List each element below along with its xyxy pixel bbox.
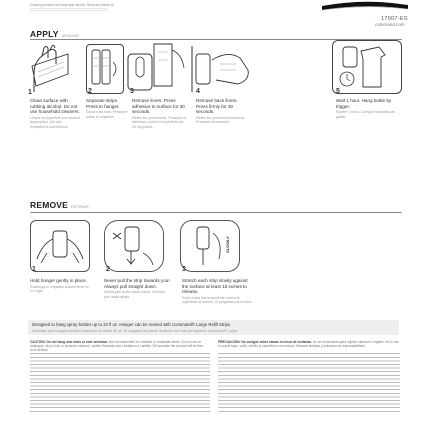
remove-step2-illustration [104, 220, 164, 272]
remove-step1-text [30, 278, 92, 293]
fine-col2-body: No se recomienda para objetos valiosos o frágiles. No lo use en papel tapiz, vinilo, ladrillo ni superficies con textura. Garantía limitada y limitación de responsabilidad. [218, 340, 399, 348]
remove-step3-es: Estire cada tira lentamente contra la superficie al menos 15 pulgadas para soltar. [182, 295, 253, 305]
apply-step5-en: Wait 1 hour. Hang bottle by trigger. [336, 98, 392, 109]
remove-subtitle: RETIRAR [71, 204, 89, 209]
apply-step1-es: Limpie la superficie con alcohol isopropílico. No use limpiadores domésticos. [30, 115, 80, 129]
notice-text: Designed to hang spray bottles up to 32 fl oz. Hanger can be reused with Command® Large Refill Strips. [32, 322, 232, 327]
remove-step3-illustration [180, 220, 240, 272]
remove-step2-en: Never pull the strip towards you! Always pull straight down. [104, 278, 170, 289]
hold-hanger-icon [33, 223, 87, 269]
remove-step1-illustration [30, 220, 90, 272]
apply-step4-illustration [190, 40, 254, 92]
apply-step1-en: Clean surface with rubbing alcohol. Do not use household cleaners. [30, 98, 80, 115]
remove-step3-text [182, 278, 254, 305]
apply-step3-es: Retire los protectores. Presione el adhesivo contra la superficie por 30 segundos. [132, 115, 187, 129]
slowly-label: SLOWLY [225, 236, 230, 253]
product-code: 17007-ES [381, 16, 408, 22]
apply-step5-illustration [332, 40, 402, 94]
fine-print-col1 [30, 340, 210, 352]
wipe-hand-icon [30, 44, 72, 98]
remove-step1-number: 1 [32, 266, 36, 273]
apply-step5-text [336, 98, 398, 119]
apply-step4-text [196, 98, 250, 125]
apply-heading [30, 29, 79, 39]
fine-col1-title: CAUTION: Do not hang over beds or near windows. [30, 340, 108, 344]
apply-step4-en: Remove back liners. Press firmly for 30 seconds. [196, 98, 238, 115]
remove-step3-number: 3 [182, 266, 186, 273]
remove-title: REMOVE [30, 200, 69, 210]
website-text[interactable]: command.com [375, 22, 405, 27]
apply-step1-number: 1 [28, 89, 32, 96]
apply-step2-text [86, 98, 130, 119]
apply-step3-number: 3 [130, 88, 134, 95]
fine-col2-lines [218, 352, 400, 414]
fine-col1-body: Not recommended for valuable or breakable items. Do not use on wallpaper, vinyl, brick or textured surfaces. Limited Warranty and Limitation of Liability: 3M warrants the product will be free from defects. [30, 340, 203, 352]
apply-step5-es: Espere 1 hora. Cuelgue la botella del gatillo. [336, 110, 396, 119]
apply-step2-en: Separate strips. Press to hanger. [86, 98, 120, 109]
apply-step1-text [30, 98, 80, 129]
apply-step2-illustration [86, 44, 124, 94]
remove-step1-en: Hold hanger gently in place. [30, 278, 87, 283]
apply-step3-text [132, 98, 188, 129]
remove-step2-text [104, 278, 170, 299]
remove-step2-es: Nunca jale la tira hacia usted. Siempre jale hacia abajo. [104, 290, 166, 299]
apply-step3-en: Remove liners. Press adhesive to surface for 30 seconds. [132, 98, 185, 115]
remove-heading [30, 200, 89, 210]
press-wall-icon [190, 40, 256, 94]
notice-translation: Diseñado para colgar botellas rociadoras de hasta 32 oz. El colgador se puede reutilizar con tiras de repuesto Command® Large. [32, 329, 239, 333]
strips-icon [89, 48, 121, 90]
apply-subtitle: APLICAR [61, 33, 79, 38]
apply-step5-number: 5 [336, 88, 340, 95]
pull-down-icon [107, 223, 161, 269]
hanger-liner-icon [124, 40, 190, 94]
notice-band [28, 320, 399, 335]
apply-step2-es: Separe las tiras. Presione sobre el colgador. [86, 110, 128, 119]
remove-rule [30, 212, 402, 213]
apply-step1-illustration [30, 44, 70, 96]
header-note-lines [30, 7, 108, 13]
fine-col2-title: PRECAUCIÓN: No cuelgue sobre camas ni cerca de ventanas. [218, 340, 313, 344]
apply-step4-number: 4 [196, 88, 200, 95]
apply-step2-number: 2 [88, 88, 92, 95]
remove-step2-number: 2 [106, 266, 110, 273]
fine-print-col2 [218, 340, 400, 348]
header-note: Cleaning surface with isopropyl alcohol. Read and follow all [30, 3, 114, 7]
apply-step4-es: Retire los protectores traseros. Presione firmemente. [196, 115, 246, 125]
bottle-hang-icon [333, 41, 401, 93]
apply-title: APPLY [30, 29, 59, 39]
apply-step3-illustration [124, 40, 188, 92]
remove-step1-es: Sostenga el colgador suavemente en su lugar. [30, 284, 90, 293]
fine-col1-lines [30, 352, 210, 414]
remove-step3-en: Stretch each strip slowly against the surface at least 15 inches to release. [182, 278, 248, 295]
logo-swoosh [320, 0, 410, 14]
